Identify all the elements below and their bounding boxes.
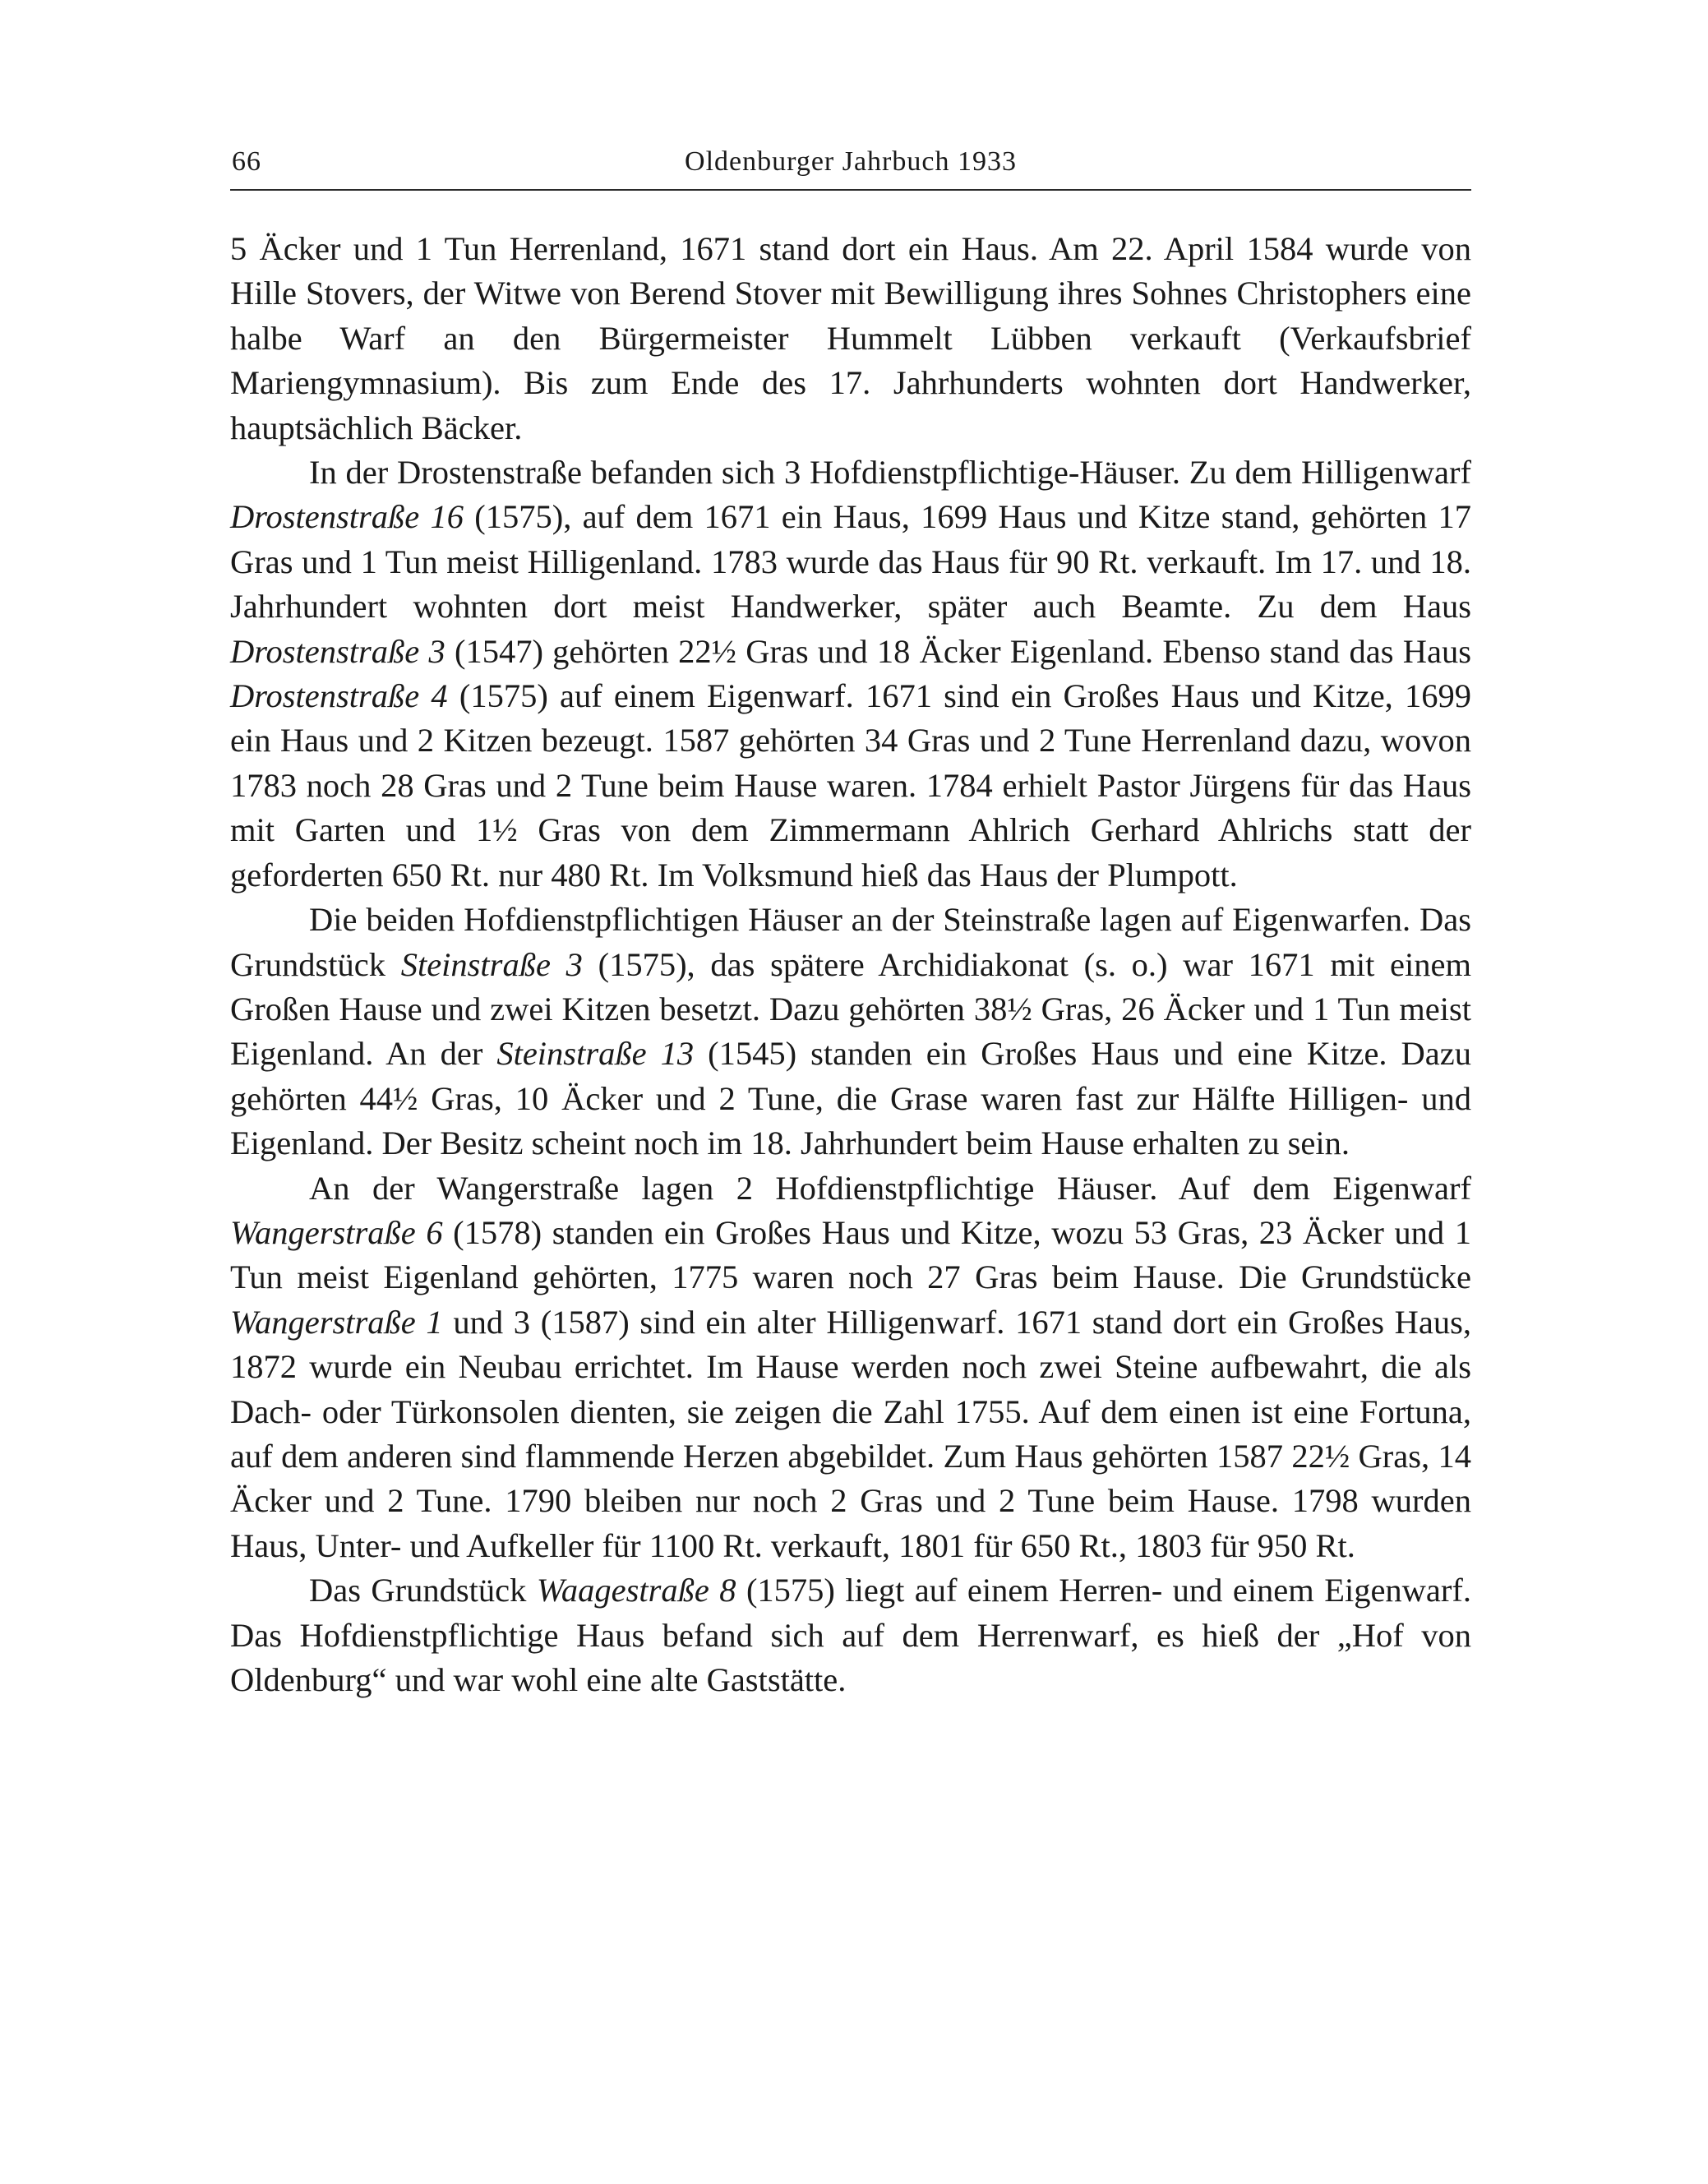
street-address-reference: Steinstraße 13 xyxy=(496,1035,695,1073)
paragraph xyxy=(230,898,1471,1166)
paragraph xyxy=(230,450,1471,898)
text-segment: und 3 (1587) sind ein alter Hilligenwarf. 1671 stand dort ein Großes Haus, 1872 wurde ein Neubau errichtet. Im Hause werden noch zwei Steine aufbewahrt, die als Dach- oder Türkonsolen dienten, sie zeigen die Zahl 1755. Auf dem einen ist eine Fortuna, auf dem anderen sind flammende Herzen abgebildet. Zum Haus gehörten 1587 22½ Gras, 14 Äcker und 2 Tune. 1790 bleiben nur noch 2 Gras und 2 Tune beim Hause. 1798 wurden Haus, Unter- und Aufkeller für 1100 Rt. verkauft, 1801 für 650 Rt., 1803 für 950 Rt. xyxy=(230,1303,1471,1564)
text-segment: (1575), das spätere Archidiakonat (s. o.) war 1671 mit einem Großen Hause und zwei Kitzen besetzt. Dazu gehörten 38½ Gras, 26 Äcker und 1 Tun meist Eigenland. An der xyxy=(230,945,1471,1073)
text-segment: An der Wangerstraße lagen 2 Hofdienstpflichtige Häuser. Auf dem Eigenwarf xyxy=(309,1169,1471,1207)
text-segment: 5 Äcker und 1 Tun Herrenland, 1671 stand dort ein Haus. Am 22. April 1584 wurde von Hille Stovers, der Witwe von Berend Stover mit Bewilligung ihres Sohnes Christophers eine halbe Warf an den Bürgermeister Hummelt Lübben verkauft (Verkaufsbrief Mariengymnasium). Bis zum Ende des 17. Jahrhunderts wohnten dort Handwerker, hauptsächlich Bäcker. xyxy=(230,230,1471,446)
running-header xyxy=(230,140,1471,191)
text-segment: (1575), auf dem 1671 ein Haus, 1699 Haus und Kitze stand, gehörten 17 Gras und 1 Tun meist Hilligenland. 1783 wurde das Haus für 90 Rt. verkauft. Im 17. und 18. Jahrhundert wohnten dort meist Handwerker, später auch Beamte. Zu dem Haus xyxy=(230,498,1472,626)
street-address-reference: Drostenstraße 3 xyxy=(230,632,445,670)
text-segment: (1575) auf einem Eigenwarf. 1671 sind ein Großes Haus und Kitze, 1699 ein Haus und 2 Kitzen bezeugt. 1587 gehörten 34 Gras und 2 Tune Herrenland dazu, wovon 1783 noch 28 Gras und 2 Tune beim Hause waren. 1784 erhielt Pastor Jürgens für das Haus mit Garten und 1½ Gras von dem Zimmermann Ahlrich Gerhard Ahlrichs statt der geforderten 650 Rt. nur 480 Rt. Im Volksmund hieß das Haus der Plumpott. xyxy=(230,677,1471,893)
street-address-reference: Drostenstraße 16 xyxy=(230,498,464,536)
text-segment: (1547) gehörten 22½ Gras und 18 Äcker Eigenland. Ebenso stand das Haus xyxy=(445,632,1471,670)
street-address-reference: Waagestraße 8 xyxy=(536,1572,736,1609)
journal-title: Oldenburger Jahrbuch 1933 xyxy=(685,146,1017,177)
street-address-reference: Wangerstraße 6 xyxy=(230,1213,443,1251)
text-segment: (1578) standen ein Großes Haus und Kitze, wozu 53 Gras, 23 Äcker und 1 Tun meist Eigenland gehörten, 1775 waren noch 27 Gras beim Hause. Die Grundstücke xyxy=(230,1213,1471,1296)
paragraph xyxy=(230,1166,1471,1569)
street-address-reference: Steinstraße 3 xyxy=(400,945,583,983)
page-number: 66 xyxy=(232,146,261,177)
text-segment: (1575) liegt auf einem Herren- und einem Eigenwarf. Das Hofdienstpflichtige Haus befand sich auf dem Herrenwarf, es hieß der „Hof von Oldenburg“ und war wohl eine alte Gaststätte. xyxy=(230,1572,1472,1698)
street-address-reference: Drostenstraße 4 xyxy=(230,677,448,715)
paragraph xyxy=(230,1568,1471,1702)
text-segment: (1545) standen ein Großes Haus und eine Kitze. Dazu gehörten 44½ Gras, 10 Äcker und 2 Tune, die Grase waren fast zur Hälfte Hilligen- und Eigenland. Der Besitz scheint noch im 18. Jahrhundert beim Hause erhalten zu sein. xyxy=(230,1035,1472,1162)
text-segment: In der Drostenstraße befanden sich 3 Hofdienstpflichtige-Häuser. Zu dem Hilligenwarf xyxy=(309,454,1471,492)
paragraph xyxy=(230,227,1471,450)
document-page xyxy=(230,140,1471,2129)
street-address-reference: Wangerstraße 1 xyxy=(230,1303,443,1341)
body-text xyxy=(230,227,1471,1702)
text-segment: Das Grundstück xyxy=(309,1572,537,1609)
text-segment: Die beiden Hofdienstpflichtigen Häuser an der Steinstraße lagen auf Eigenwarfen. Das Grundstück xyxy=(230,901,1471,983)
